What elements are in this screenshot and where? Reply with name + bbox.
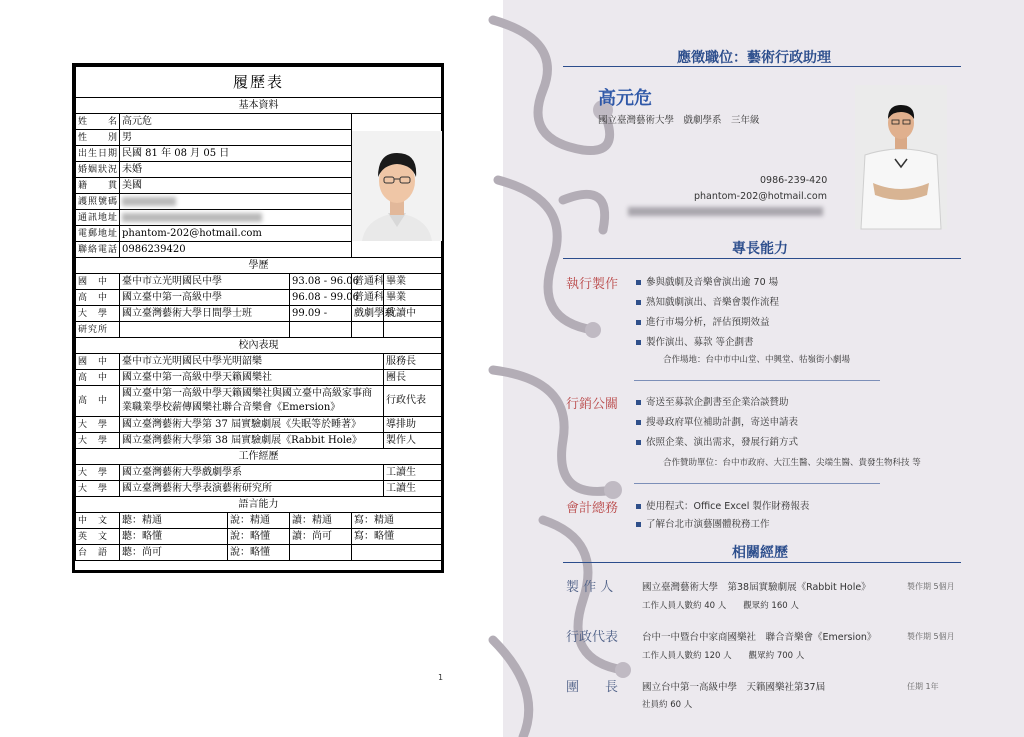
value-gender: 男: [120, 130, 352, 146]
experience-header: 相關經歷: [732, 545, 788, 561]
experience-detail: 工作人員人數約 40 人 觀眾約 160 人: [642, 601, 799, 611]
edu-school: 臺中市立光明國民中學: [120, 274, 290, 290]
lang-name: 台 語: [76, 545, 120, 561]
divider: [563, 562, 961, 563]
experience-period: 製作期 5個月: [907, 632, 955, 641]
skill-note: 合作贊助單位：台中市政府、大江生醫、尖端生醫、貴發生物科技 等: [663, 458, 921, 468]
value-address-redacted: [120, 210, 352, 226]
bullet-icon: [636, 504, 641, 509]
candidate-address-redacted: [628, 207, 823, 216]
campus-desc-line2: 業職業學校薪傳國樂社聯合音樂會《Emersion》: [122, 402, 341, 413]
lang-write: 寫：略懂: [352, 529, 442, 545]
table-row: [76, 529, 442, 545]
experience-desc: 國立臺灣藝術大學 第38屆實驗劇展《Rabbit Hole》: [642, 582, 871, 593]
campus-role: 行政代表: [384, 386, 442, 417]
bullet-icon: [636, 320, 641, 325]
edu-level: 國 中: [76, 274, 120, 290]
lang-write: 寫：精通: [352, 513, 442, 529]
candidate-phone: 0986-239-420: [760, 175, 828, 186]
campus-level: 國 中: [76, 354, 120, 370]
value-passport-redacted: [120, 194, 352, 210]
label-origin: 籍 貫: [76, 178, 120, 194]
edu-level: 研究所: [76, 322, 120, 338]
campus-level: 大 學: [76, 433, 120, 449]
candidate-email: phantom-202@hotmail.com: [694, 191, 827, 202]
lang-write: [352, 545, 442, 561]
experience-desc: 國立台中第一高級中學 天籟國樂社第37屆: [642, 682, 826, 693]
table-row: [76, 417, 442, 433]
right-page: [503, 0, 1024, 737]
divider: [563, 258, 961, 259]
divider: [634, 380, 880, 381]
table-row: [76, 274, 442, 290]
value-origin: 美國: [120, 178, 352, 194]
skill-item: 使用程式：Office Excel 製作財務報表: [646, 501, 810, 512]
lang-speak: 說：略懂: [228, 545, 290, 561]
campus-desc: 臺中市立光明國民中學光明韶樂: [120, 354, 384, 370]
experience-role: 製 作 人: [566, 580, 614, 595]
work-desc: 國立臺灣藝術大學戲劇學系: [120, 465, 384, 481]
lang-read: 讀：精通: [290, 513, 352, 529]
label-gender: 性 別: [76, 130, 120, 146]
experience-desc: 台中一中暨台中家商國樂社 聯合音樂會《Emersion》: [642, 632, 877, 643]
work-header: 工作經歷: [76, 449, 442, 465]
edu-school: 國立臺灣藝術大學日間學士班: [120, 306, 290, 322]
work-desc: 國立臺灣藝術大學表演藝術研究所: [120, 481, 384, 497]
skill-item: 了解台北市演藝團體稅務工作: [646, 519, 770, 530]
divider: [634, 483, 880, 484]
edu-period: 93.08 - 96.06: [290, 274, 352, 290]
value-birthdate: 民國 81 年 08 月 05 日: [120, 146, 352, 162]
table-row: [76, 513, 442, 529]
edu-school: 國立臺中第一高級中學: [120, 290, 290, 306]
resume-title: 履歷表: [76, 67, 442, 98]
bullet-icon: [636, 420, 641, 425]
campus-header: 校內表現: [76, 338, 442, 354]
left-page: [0, 0, 503, 737]
table-row: [76, 481, 442, 497]
campus-role: 製作人: [384, 433, 442, 449]
bullet-icon: [636, 522, 641, 527]
lang-listen: 聽：尚可: [120, 545, 228, 561]
bullet-icon: [636, 340, 641, 345]
value-phone: 0986239420: [120, 242, 352, 258]
label-phone: 聯絡電話: [76, 242, 120, 258]
experience-role: 行政代表: [566, 630, 619, 645]
edu-level: 大 學: [76, 306, 120, 322]
bullet-icon: [636, 280, 641, 285]
skill-item: 搜尋政府單位補助計劃，寄送申請表: [646, 417, 799, 428]
table-row: [76, 354, 442, 370]
edu-status: [384, 322, 442, 338]
label-address: 通訊地址: [76, 210, 120, 226]
edu-school: [120, 322, 290, 338]
table-row: [76, 433, 442, 449]
bullet-icon: [636, 400, 641, 405]
education-header: 學歷: [76, 258, 442, 274]
photo-cell: [352, 114, 442, 258]
edu-dept: 普通科: [352, 274, 384, 290]
lang-speak: 說：精通: [228, 513, 290, 529]
experience-detail: 社員約 60 人: [642, 700, 693, 710]
edu-period: [290, 322, 352, 338]
lang-listen: 聽：略懂: [120, 529, 228, 545]
edu-dept: [352, 322, 384, 338]
lang-name: 英 文: [76, 529, 120, 545]
page-number: 1: [438, 673, 444, 682]
experience-detail: 工作人員人數約 120 人 觀眾約 700 人: [642, 651, 805, 661]
lang-speak: 說：略懂: [228, 529, 290, 545]
divider: [563, 66, 961, 67]
edu-dept: 普通科: [352, 290, 384, 306]
resume-photo: [352, 131, 442, 241]
lang-name: 中 文: [76, 513, 120, 529]
edu-period: 99.09 -: [290, 306, 352, 322]
experience-period: 製作期 5個月: [907, 582, 955, 591]
work-level: 大 學: [76, 465, 120, 481]
campus-desc: 國立臺中第一高級中學天籟國樂社: [120, 370, 384, 386]
position-title: 應徵職位：藝術行政助理: [677, 50, 831, 66]
skill-item: 熟知戲劇演出、音樂會製作流程: [646, 297, 780, 308]
campus-desc: 國立臺灣藝術大學第 38 屆實驗劇展《Rabbit Hole》: [120, 433, 384, 449]
label-birthdate: 出生日期: [76, 146, 120, 162]
experience-role: 團 長: [566, 680, 619, 695]
table-row: [76, 322, 442, 338]
edu-status: 畢業: [384, 274, 442, 290]
campus-desc: [120, 386, 384, 417]
skill-item: 寄送至募款企劃書至企業洽談贊助: [646, 397, 789, 408]
candidate-photo: [855, 85, 947, 229]
candidate-name: 高元危: [598, 88, 652, 109]
table-row: [76, 465, 442, 481]
label-marital: 婚姻狀況: [76, 162, 120, 178]
edu-status: 畢業: [384, 290, 442, 306]
label-passport: 護照號碼: [76, 194, 120, 210]
lang-listen: 聽：精通: [120, 513, 228, 529]
lang-read: 讀：尚可: [290, 529, 352, 545]
candidate-school: 國立臺灣藝術大學 戲劇學系 三年級: [598, 115, 760, 126]
table-row: [76, 386, 442, 417]
skill-note: 合作場地：台中市中山堂、中興堂、牯嶺街小劇場: [663, 355, 851, 365]
campus-desc: 國立臺灣藝術大學第 37 屆實驗劇展《失眠等於睡著》: [120, 417, 384, 433]
table-row: [76, 306, 442, 322]
edu-status: 就讀中: [384, 306, 442, 322]
skill-group-title: 會計總務: [566, 501, 619, 516]
campus-role: 導排助: [384, 417, 442, 433]
skill-item: 製作演出、募款 等企劃書: [646, 337, 754, 348]
work-level: 大 學: [76, 481, 120, 497]
skill-item: 參與戲劇及音樂會演出逾 70 場: [646, 277, 779, 288]
edu-level: 高 中: [76, 290, 120, 306]
table-row: [76, 290, 442, 306]
experience-period: 任期 1年: [907, 682, 939, 691]
language-header: 語言能力: [76, 497, 442, 513]
campus-role: 服務長: [384, 354, 442, 370]
label-name: 姓 名: [76, 114, 120, 130]
value-marital: 未婚: [120, 162, 352, 178]
table-row: [76, 545, 442, 561]
campus-level: 高 中: [76, 386, 120, 417]
skills-header: 專長能力: [732, 241, 788, 257]
work-role: 工讀生: [384, 465, 442, 481]
skill-group-title: 行銷公關: [566, 397, 619, 412]
campus-level: 大 學: [76, 417, 120, 433]
bullet-icon: [636, 440, 641, 445]
campus-level: 高 中: [76, 370, 120, 386]
edu-dept: 戲劇學系: [352, 306, 384, 322]
skill-item: 依照企業、演出需求，發展行銷方式: [646, 437, 799, 448]
value-name: 高元危: [120, 114, 352, 130]
skill-group-title: 執行製作: [566, 277, 619, 292]
work-role: 工讀生: [384, 481, 442, 497]
edu-period: 96.08 - 99.06: [290, 290, 352, 306]
campus-desc-line1: 國立臺中第一高級中學天籟國樂社與國立臺中高級家事商: [122, 388, 372, 399]
bullet-icon: [636, 300, 641, 305]
value-email: phantom-202@hotmail.com: [120, 226, 352, 242]
lang-read: [290, 545, 352, 561]
basic-info-header: 基本資料: [76, 98, 442, 114]
label-email: 電郵地址: [76, 226, 120, 242]
campus-role: 團長: [384, 370, 442, 386]
table-row: [76, 370, 442, 386]
resume-table: [72, 63, 444, 573]
skill-item: 進行市場分析，評估預期效益: [646, 317, 770, 328]
